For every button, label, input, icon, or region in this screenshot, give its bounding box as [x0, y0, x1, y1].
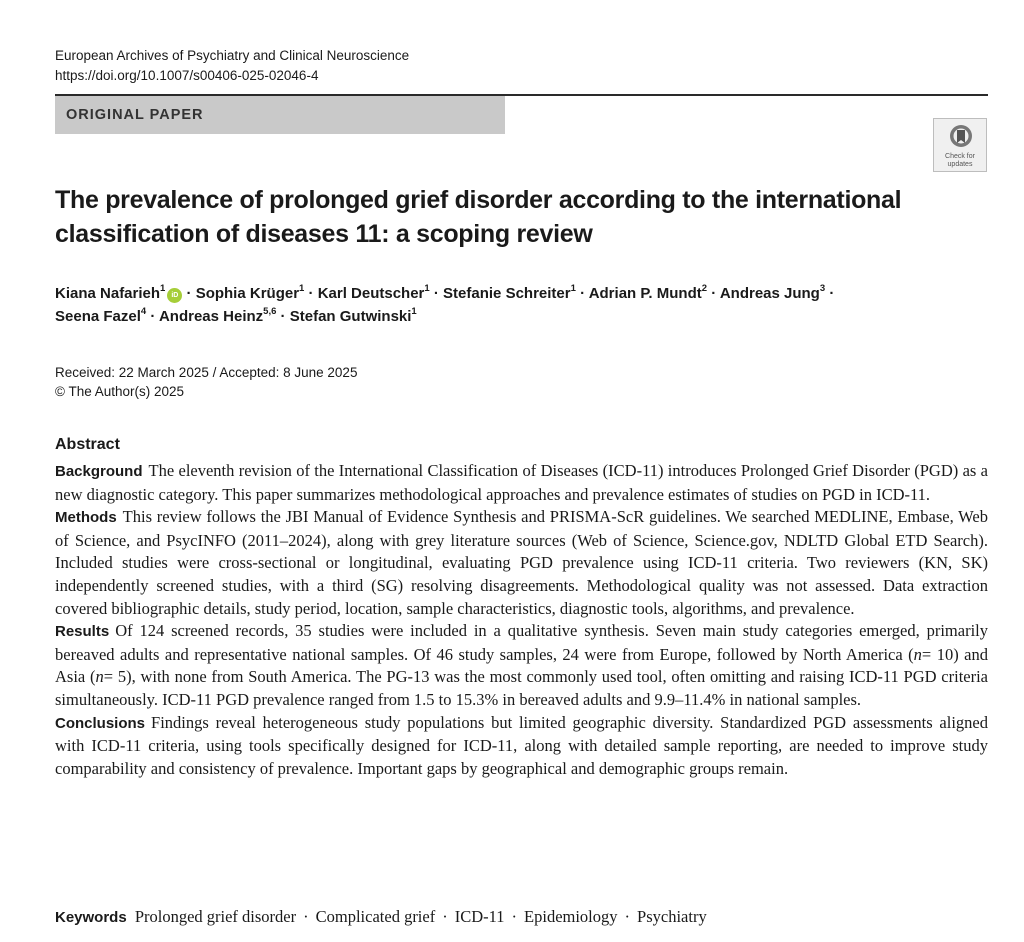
- methods-label: Methods: [55, 509, 117, 527]
- background-label: Background: [55, 463, 143, 480]
- doi-link[interactable]: https://doi.org/10.1007/s00406-025-02046-4: [55, 68, 319, 83]
- abstract-background: Background The eleventh revision of the International Classification of Diseases (ICD-11) introduces Prolonged Grief Disorder (PGD) as a new diagnostic category. This paper summarizes methodological approaches and prevalence estimates of studies on PGD in ICD-11.: [55, 461, 988, 504]
- orcid-icon[interactable]: iD: [167, 288, 182, 303]
- abstract-body: [55, 460, 988, 780]
- abstract-conclusions: Conclusions Findings reveal heterogeneous study populations but limited geographic diversity. Standardized PGD assessments aligned with ICD-11 criteria, using tools specifically designed for ICD-11, along with detailed sample reporting, are needed to improve study comparability and consistency of prevalence. Important gaps by geographical and demographic groups remain.: [55, 712, 988, 778]
- section-band: [55, 96, 505, 134]
- abstract-results: Results Of 124 screened records, 35 studies were included in a qualitative synthesis. Seven main study categories emerged, primarily bereaved adults and representative national samples. Of 46 study samples, 24 were from Europe, followed by North America (n= 10) and Asia (n= 5), with none from South America. The PG-13 was the most commonly used tool, often omitting and raising ICD-11 PGD criteria simultaneously. ICD-11 PGD prevalence ranged from 1.5 to 15.3% in bereaved adults and 9.9–11.4% in national samples.: [55, 621, 989, 709]
- author[interactable]: Karl Deutscher$^1$: [317, 283, 430, 302]
- keyword: Prolonged grief disorder: [134, 907, 297, 926]
- author[interactable]: Seena Fazel$^4$: [55, 306, 147, 325]
- author[interactable]: Andreas Heinz$^{5,6}$: [158, 306, 277, 325]
- author[interactable]: Stefanie Schreiter$^1$: [443, 283, 576, 302]
- keyword: ICD-11: [454, 907, 505, 926]
- bookmark-icon: [949, 124, 973, 152]
- keywords-line: Keywords Prolonged grief disorder · Complicated grief · ICD-11 · Epidemiology · Psychiatry: [55, 907, 707, 926]
- conclusions-label: Conclusions: [55, 714, 146, 732]
- author[interactable]: Sophia Krüger$^1$: [195, 283, 305, 302]
- abstract-heading: Abstract: [55, 436, 120, 453]
- keywords-label: Keywords: [55, 909, 127, 926]
- check-for-updates-text: Check for updates: [945, 153, 975, 168]
- results-label: Results: [55, 623, 110, 641]
- received-accepted: Received: 22 March 2025 / Accepted: 8 June 2025: [55, 365, 358, 380]
- author[interactable]: Stefan Gutwinski$^1$: [289, 306, 417, 325]
- paper-title: The prevalence of prolonged grief disorder according to the international classification of diseases 11: a scoping review: [55, 186, 902, 248]
- author[interactable]: Adrian P. Mundt$^2$: [588, 283, 708, 302]
- journal-name: European Archives of Psychiatry and Clinical Neuroscience: [55, 48, 410, 63]
- author[interactable]: Andreas Jung$^3$: [719, 283, 826, 302]
- check-for-updates-badge[interactable]: [933, 118, 987, 172]
- section-label: ORIGINAL PAPER: [66, 107, 204, 123]
- keyword: Psychiatry: [637, 907, 707, 926]
- keyword: Epidemiology: [524, 907, 618, 926]
- journal-header: [55, 46, 409, 86]
- abstract-methods: Methods This review follows the JBI Manual of Evidence Synthesis and PRISMA-ScR guidelines. We searched MEDLINE, Embase, Web of Science, and PsycINFO (2011–2024), along with grey literature sources (Web of Science, Science.gov, NDLTD Global ETD Search). Included studies were cross-sectional or longitudinal, evaluating PGD prevalence using ICD-11 criteria. Two reviewers (KN, SK) independently screened studies, with a third (SG) resolving disagreements. Methodological quality was not assessed. Data extraction covered bibliographic details, study period, location, sample characteristics, diagnostic tools, algorithms, and prevalence.: [55, 507, 988, 618]
- author-list: Kiana Nafarieh$^1$iD · Sophia Krüger$^1$ · Karl Deutscher$^1$ · Stefanie Schreiter$^1$ · Adrian P. Mundt$^2$ · Andreas Jung$^3$ · Seena Fazel$^4$ · Andreas Heinz$^{5,6}$ · Stefan Gutwinski$^1$: [55, 283, 835, 325]
- dates-block: [55, 363, 357, 401]
- author[interactable]: Kiana Nafarieh$^1$: [55, 283, 166, 302]
- keyword: Complicated grief: [315, 907, 436, 926]
- copyright: © The Author(s) 2025: [55, 384, 185, 399]
